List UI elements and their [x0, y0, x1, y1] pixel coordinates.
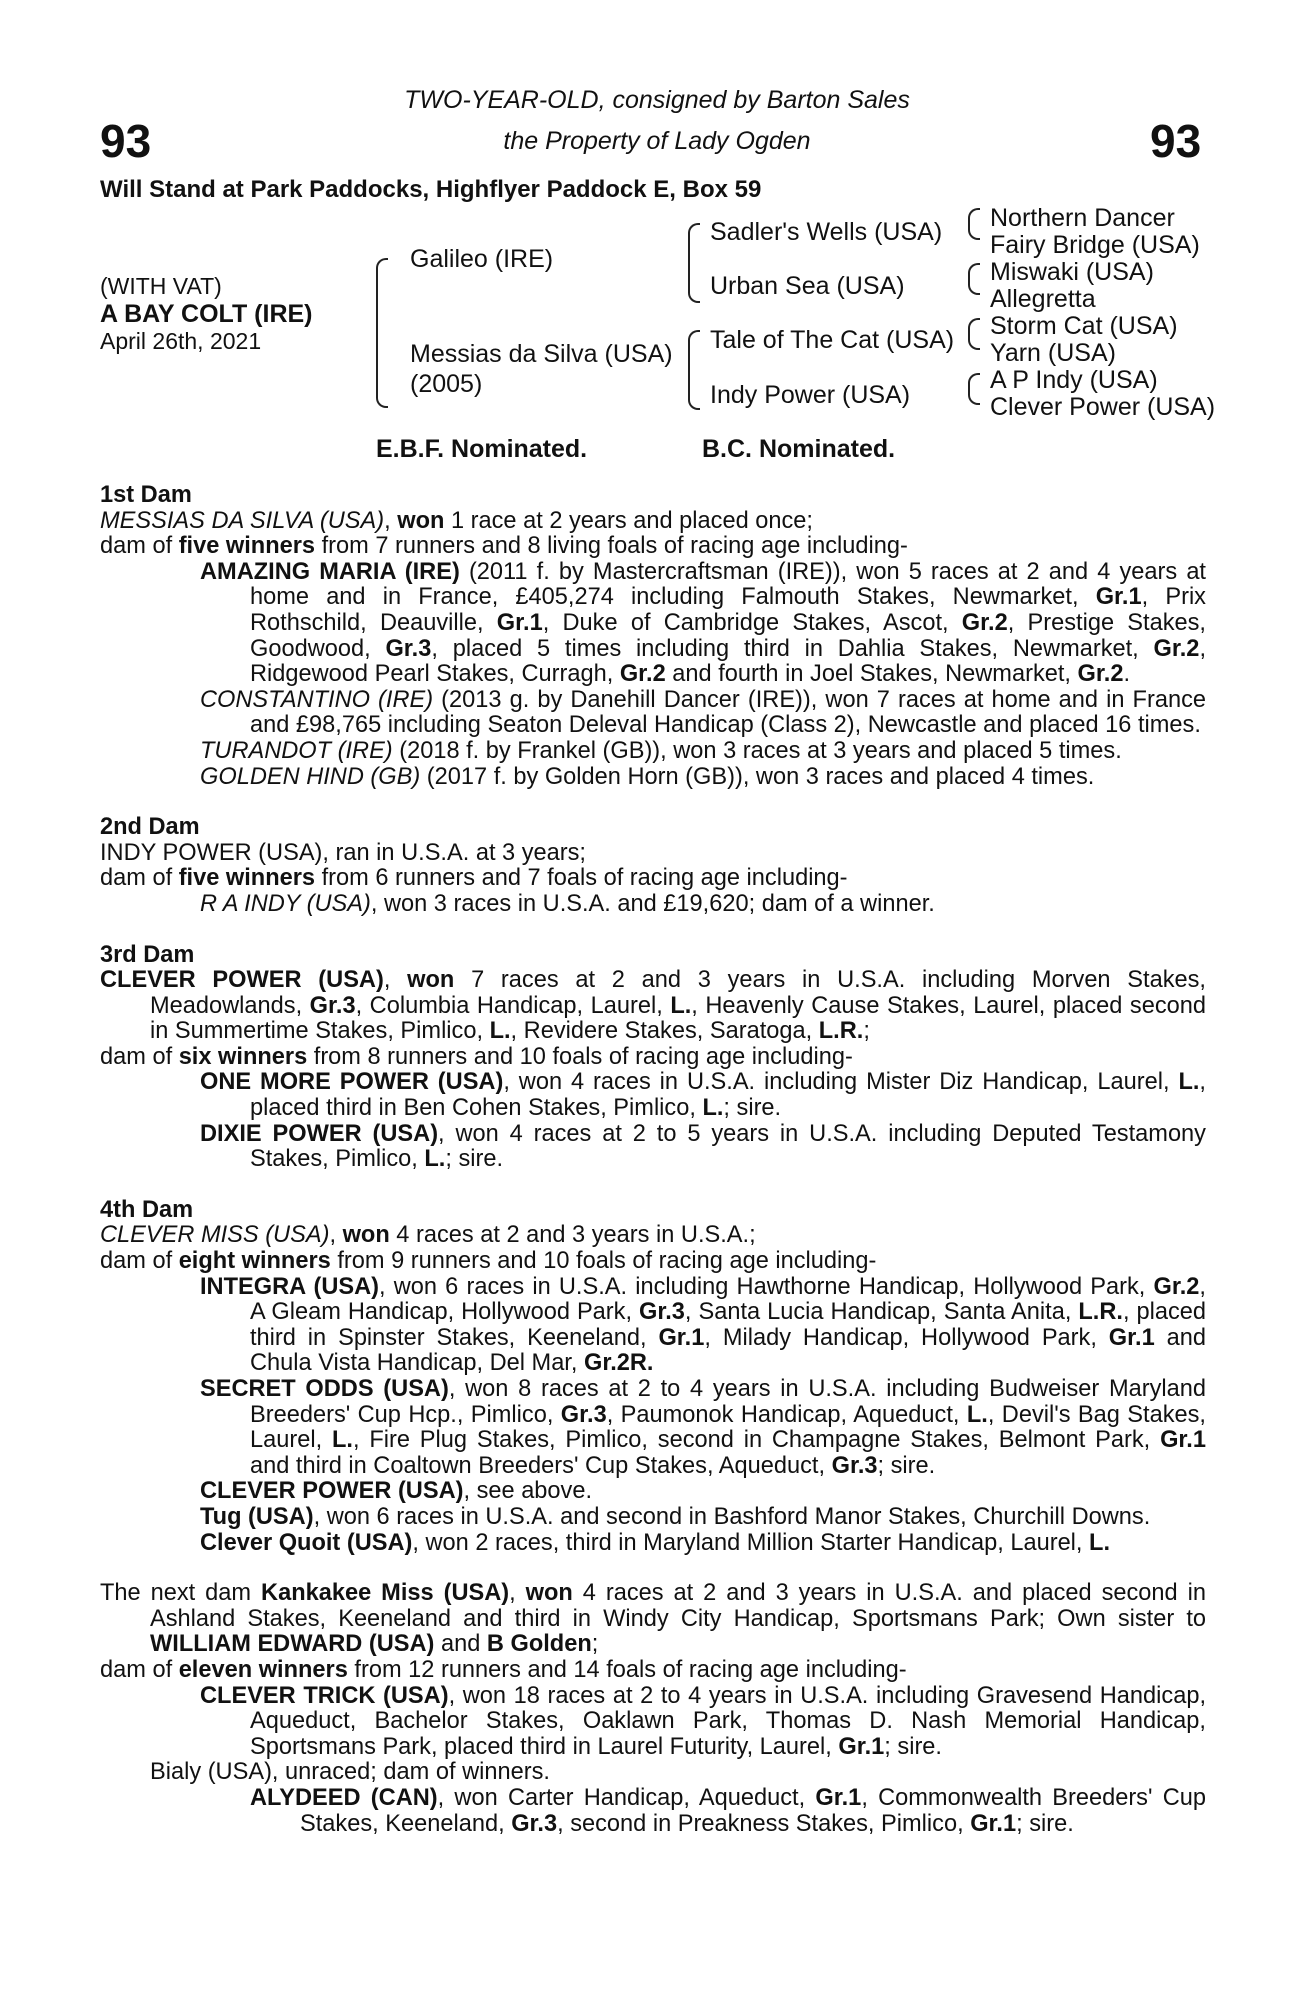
third-dam-line: CLEVER POWER (USA), won 7 races at 2 and 3 years in U.S.A. including Morven Stakes, Meadowlands, Gr.3, Columbia Handicap, Laurel, L., Heavenly Cause Stakes, Laurel, placed second in Summertime Stakes, Pimlico, L., Revidere Stakes, Saratoga, L.R.;: [100, 967, 1206, 1045]
next-dam-progeny-3: ALYDEED (CAN), won Carter Handicap, Aqueduct, Gr.1, Commonwealth Breeders' Cup Stakes, Keeneland, Gr.3, second in Preakness Stakes, Pimlico, Gr.1; sire.: [250, 1784, 1206, 1837]
fourth-dam-progeny-1: INTEGRA (USA), won 6 races in U.S.A. including Hawthorne Handicap, Hollywood Park, Gr.2, A Gleam Handicap, Hollywood Park, Gr.3, Santa Lucia Handicap, Santa Anita, L.R., placed third in Spinster Stakes, Keeneland, Gr.1, Milady Handicap, Hollywood Park, Gr.1 and Chula Vista Handicap, Del Mar, Gr.2R.: [200, 1273, 1207, 1377]
gg-4: Allegretta: [990, 285, 1096, 313]
ebf-nominated: E.B.F. Nominated.: [376, 435, 588, 463]
next-dam-produce: dam of eleven winners from 12 runners and 14 foals of racing age including-: [100, 1656, 907, 1683]
fourth-dam-progeny-4: Tug (USA), won 6 races in U.S.A. and second in Bashford Manor Stakes, Churchill Downs.: [200, 1503, 1151, 1530]
gg-2: Fairy Bridge (USA): [990, 231, 1200, 259]
brace-g1: [968, 208, 978, 240]
second-dam-produce: dam of five winners from 6 runners and 7 foals of racing age including-: [100, 865, 848, 892]
fourth-dam-line: CLEVER MISS (USA), won 4 races at 2 and 3 years in U.S.A.;: [100, 1222, 756, 1249]
fourth-dam-progeny-2: SECRET ODDS (USA), won 8 races at 2 to 4 years in U.S.A. including Budweiser Maryland Breeders' Cup Hcp., Pimlico, Gr.3, Paumonok Handicap, Aqueduct, L., Devil's Bag Stakes, Laurel, L., Fire Plug Stakes, Pimlico, second in Champagne Stakes, Belmont Park, Gr.1 and third in Coaltown Breeders' Cup Stakes, Aqueduct, Gr.3; sire.: [200, 1376, 1206, 1479]
dam-sire-name: Tale of The Cat (USA): [710, 326, 955, 354]
first-dam-progeny-1: AMAZING MARIA (IRE) (2011 f. by Mastercraftsman (IRE)), won 5 races at 2 and 4 years at home and in France, £405,274 including Falmouth Stakes, Newmarket, Gr.1, Prix Rothschild, Deauville, Gr.1, Duke of Cambridge Stakes, Ascot, Gr.2, Prestige Stakes, Goodwood, Gr.3, placed 5 times including third in Dahlia Stakes, Newmarket, Gr.2, Ridgewood Pearl Stakes, Curragh, Gr.2 and fourth in Joel Stakes, Newmarket, Gr.2.: [200, 558, 1206, 688]
second-dam-progeny-1: R A INDY (USA), won 3 races in U.S.A. and £19,620; dam of a winner.: [200, 890, 935, 917]
header-consignor: TWO-YEAR-OLD, consigned by Barton Sales: [404, 86, 910, 114]
stand-location: Will Stand at Park Paddocks, Highflyer Paddock E, Box 59: [100, 176, 762, 203]
sire-sire-name: Sadler's Wells (USA): [710, 218, 943, 246]
second-dam-heading: 2nd Dam: [100, 814, 200, 841]
fourth-dam-heading: 4th Dam: [100, 1196, 194, 1223]
brace-g3: [968, 318, 978, 350]
gg-5: Storm Cat (USA): [990, 312, 1178, 340]
first-dam-line: MESSIAS DA SILVA (USA), won 1 race at 2 years and placed once;: [100, 507, 813, 534]
third-dam-produce: dam of six winners from 8 runners and 10 foals of racing age including-: [100, 1043, 853, 1070]
gg-1: Northern Dancer: [990, 204, 1175, 232]
bc-nominated: B.C. Nominated.: [702, 435, 896, 463]
third-dam-progeny-2: DIXIE POWER (USA), won 4 races at 2 to 5 years in U.S.A. including Deputed Testamony Stakes, Pimlico, L.; sire.: [200, 1120, 1206, 1173]
gg-8: Clever Power (USA): [990, 393, 1216, 421]
lot-number-left: 93: [100, 115, 152, 167]
next-dam-line: The next dam Kankakee Miss (USA), won 4 races at 2 and 3 years in U.S.A. and placed second in Ashland Stakes, Keeneland and third in Windy City Handicap, Sportsmans Park; Own sister to WILLIAM EDWARD (USA) and B Golden;: [100, 1580, 1206, 1658]
gg-6: Yarn (USA): [990, 339, 1116, 367]
dam-dam-name: Indy Power (USA): [710, 381, 911, 409]
dam-year: (2005): [410, 370, 483, 398]
pedigree-notes: [100, 483, 1206, 1837]
gg-3: Miswaki (USA): [990, 258, 1154, 286]
header-property: the Property of Lady Ogden: [503, 127, 811, 155]
fourth-dam-progeny-3: CLEVER POWER (USA), see above.: [200, 1478, 593, 1505]
sire-dam-name: Urban Sea (USA): [710, 272, 905, 300]
third-dam-progeny-1: ONE MORE POWER (USA), won 4 races in U.S.A. including Mister Diz Handicap, Laurel, L., placed third in Ben Cohen Stakes, Pimlico, L.; sire.: [200, 1069, 1206, 1122]
brace-sire-dam: [376, 258, 388, 408]
first-dam-progeny-3: TURANDOT (IRE) (2018 f. by Frankel (GB)), won 3 races at 3 years and placed 5 times.: [200, 737, 1122, 764]
first-dam-produce: dam of five winners from 7 runners and 8 living foals of racing age including-: [100, 533, 908, 560]
brace-g4: [968, 373, 978, 405]
first-dam-progeny-2: CONSTANTINO (IRE) (2013 g. by Danehill Dancer (IRE)), won 7 races at home and in France and £98,765 including Seaton Deleval Handicap (Class 2), Newcastle and placed 16 times.: [200, 686, 1206, 739]
first-dam-heading: 1st Dam: [100, 482, 192, 508]
next-dam-progeny-1: CLEVER TRICK (USA), won 18 races at 2 to 4 years in U.S.A. including Gravesend Handicap, Aqueduct, Bachelor Stakes, Oaklawn Park, Thomas D. Nash Memorial Handicap, Sportsmans Park, placed third in Laurel Futurity, Laurel, Gr.1; sire.: [200, 1682, 1207, 1760]
horse-name: A BAY COLT (IRE): [100, 300, 313, 328]
brace-dam-line: [688, 330, 700, 410]
horse-dob: April 26th, 2021: [100, 328, 262, 354]
second-dam-line: INDY POWER (USA), ran in U.S.A. at 3 years;: [100, 839, 586, 866]
first-dam-progeny-4: GOLDEN HIND (GB) (2017 f. by Golden Horn (GB)), won 3 races and placed 4 times.: [200, 763, 1095, 790]
dam-name: Messias da Silva (USA): [410, 340, 673, 368]
third-dam-heading: 3rd Dam: [100, 941, 195, 968]
fourth-dam-progeny-5: Clever Quoit (USA), won 2 races, third in Maryland Million Starter Handicap, Laurel, L.: [200, 1529, 1111, 1556]
gg-7: A P Indy (USA): [990, 366, 1158, 394]
lot-number-right: 93: [1150, 115, 1202, 167]
vat-note: (WITH VAT): [100, 273, 222, 299]
brace-g2: [968, 263, 978, 295]
brace-sire-line: [688, 223, 700, 303]
sire-name: Galileo (IRE): [410, 245, 554, 273]
fourth-dam-produce: dam of eight winners from 9 runners and 10 foals of racing age including-: [100, 1248, 877, 1275]
next-dam-progeny-2: Bialy (USA), unraced; dam of winners.: [150, 1759, 550, 1786]
